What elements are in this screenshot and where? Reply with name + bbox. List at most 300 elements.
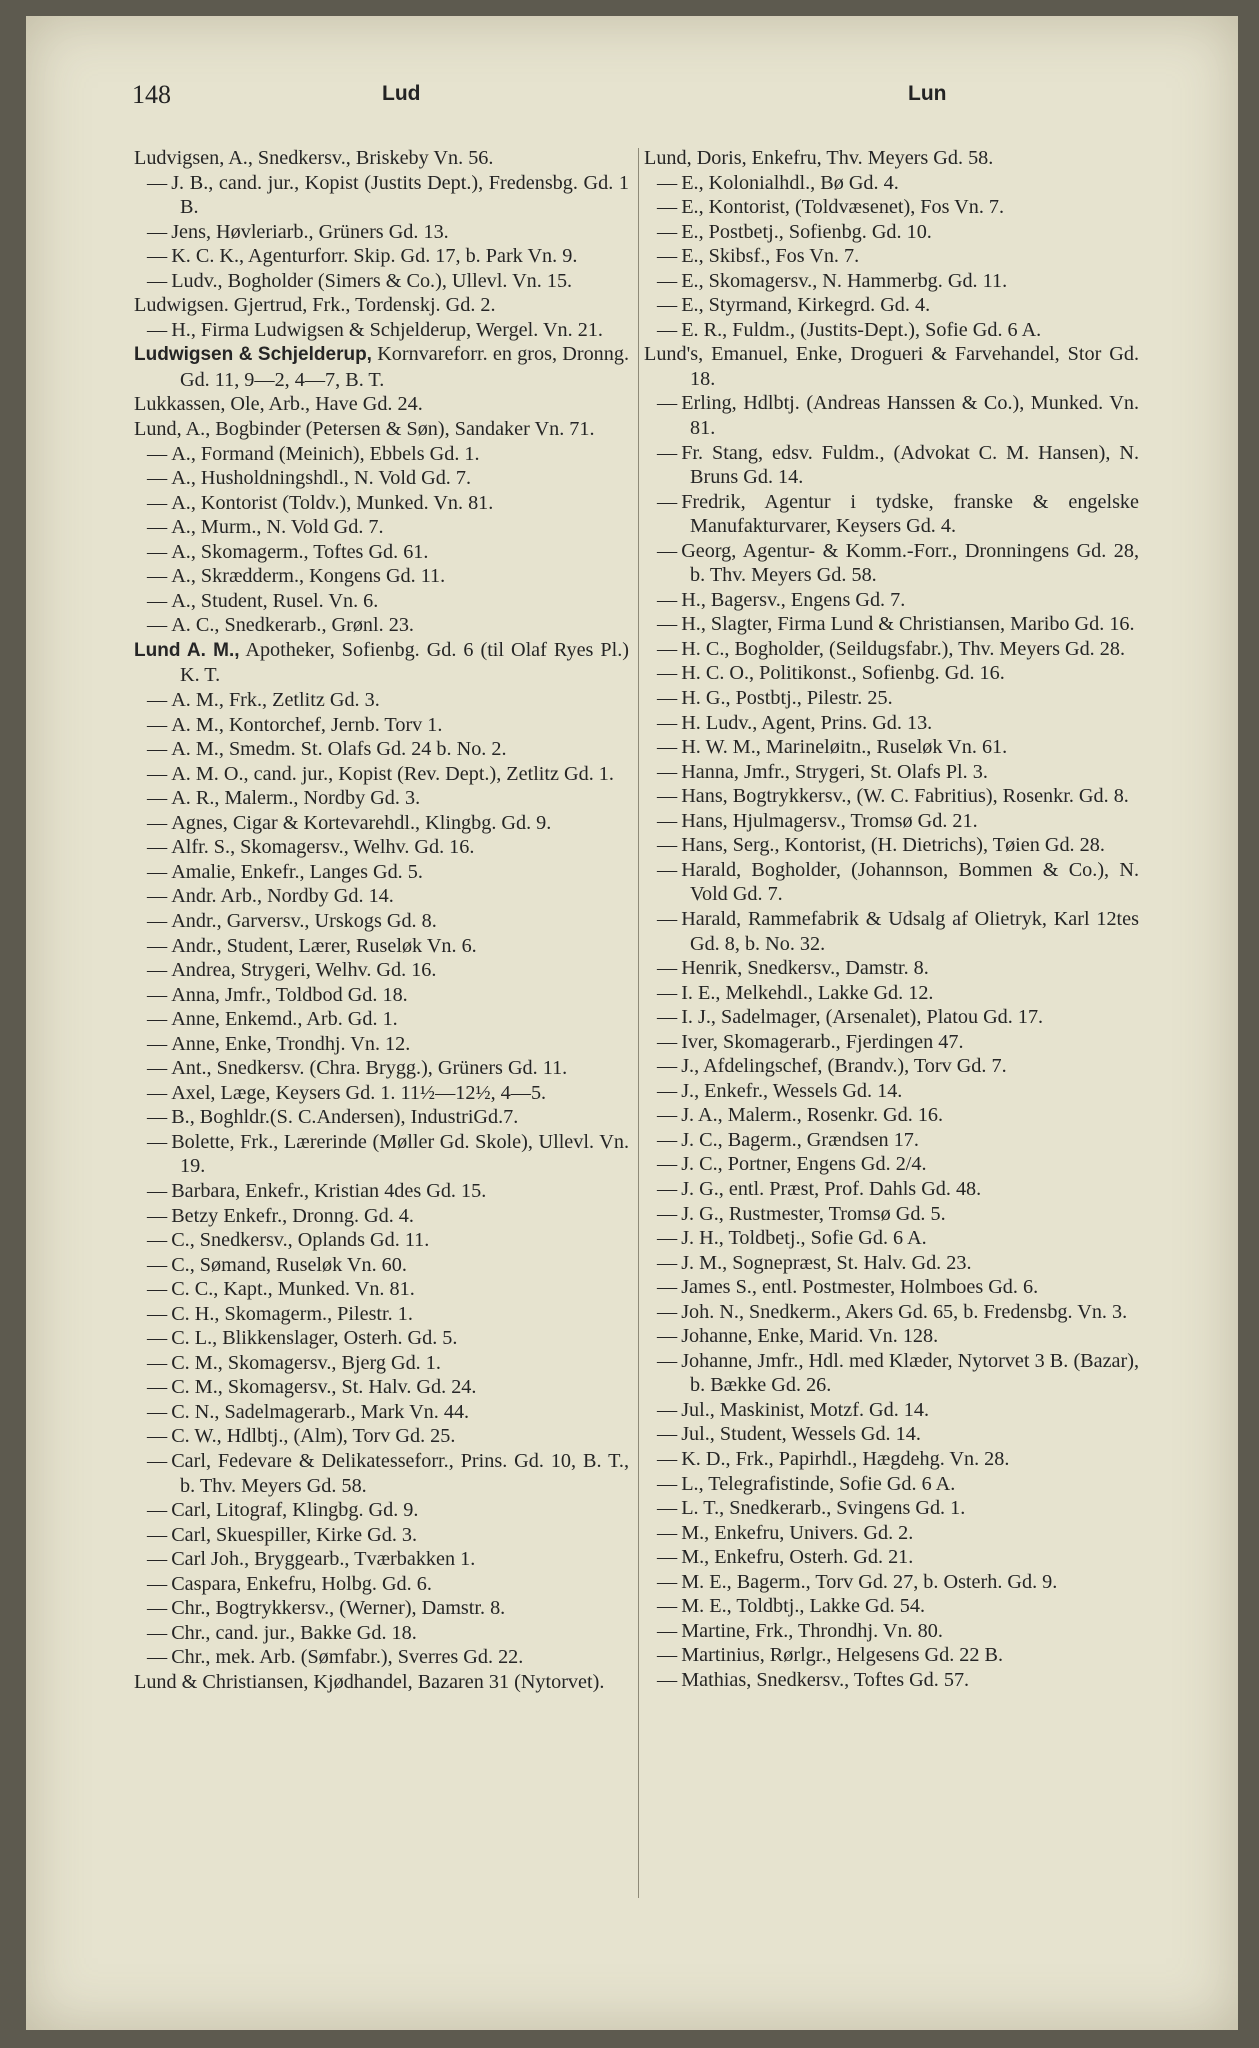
ditto-dash: — <box>657 981 678 1004</box>
directory-entry <box>134 1228 629 1253</box>
directory-entry <box>134 515 629 540</box>
ditto-dash: — <box>657 269 678 292</box>
entry-text: Mathias, Snedkersv., Toftes Gd. 57. <box>681 1668 970 1691</box>
entry-text: J. H., Toldbetj., Sofie Gd. 6 A. <box>681 1227 927 1250</box>
directory-entry <box>134 613 629 638</box>
directory-entry <box>134 417 629 442</box>
directory-entry <box>134 1056 629 1081</box>
entry-text: A. M. O., cand. jur., Kopist (Rev. Dept.), Zetlitz Gd. 1. <box>171 762 614 785</box>
directory-entry <box>134 1547 629 1572</box>
entry-text: H., Bagersv., Engens Gd. 7. <box>681 588 906 611</box>
entry-text: H., Firma Ludwigsen & Schjelderup, Wergel. Vn. 21. <box>171 318 603 341</box>
entry-text: E., Kontorist, (Toldvæsenet), Fos Vn. 7. <box>681 196 1005 219</box>
directory-entry <box>644 171 1139 196</box>
entry-text: C. L., Blikkenslager, Osterh. Gd. 5. <box>171 1327 458 1350</box>
entry-text: E., Kolonialhdl., Bø Gd. 4. <box>681 171 899 194</box>
ditto-dash: — <box>657 1644 678 1667</box>
ditto-dash: — <box>657 957 678 980</box>
ditto-dash: — <box>657 1153 678 1176</box>
directory-entry <box>134 762 629 787</box>
directory-entry <box>134 638 629 688</box>
directory-entry <box>134 1179 629 1204</box>
directory-entry <box>134 835 629 860</box>
ditto-dash: — <box>147 1621 168 1644</box>
entry-text: Anna, Jmfr., Toldbod Gd. 18. <box>171 983 408 1006</box>
ditto-dash: — <box>657 1030 678 1053</box>
directory-entry <box>644 441 1139 490</box>
entry-text: I. E., Melkehdl., Lakke Gd. 12. <box>681 981 934 1004</box>
entry-text: Axel, Læge, Keysers Gd. 1. 11½—12½, 4—5. <box>171 1081 547 1104</box>
ditto-dash: — <box>147 811 168 834</box>
ditto-dash: — <box>657 294 678 317</box>
page-number: 148 <box>132 80 171 109</box>
ditto-dash: — <box>657 1079 678 1102</box>
directory-entry <box>644 1275 1139 1300</box>
entry-text: Chr., mek. Arb. (Sømfabr.), Sverres Gd. 22. <box>171 1646 524 1669</box>
directory-entry <box>644 1398 1139 1423</box>
ditto-dash: — <box>147 1597 168 1620</box>
entry-text: Carl, Skuespiller, Kirke Gd. 3. <box>171 1523 418 1546</box>
ditto-dash: — <box>147 787 168 810</box>
entry-text: Betzy Enkefr., Dronng. Gd. 4. <box>171 1204 414 1227</box>
ditto-dash: — <box>657 637 678 660</box>
entry-text: B., Boghldr.(S. C.Andersen), IndustriGd.7. <box>171 1106 519 1129</box>
directory-entry <box>134 466 629 491</box>
entry-text: H. G., Postbtj., Pilestr. 25. <box>681 687 893 710</box>
entry-text: Chr., cand. jur., Bakke Gd. 18. <box>171 1621 417 1644</box>
ditto-dash: — <box>147 1253 168 1276</box>
entry-text: J., Enkefr., Wessels Gd. 14. <box>681 1079 903 1102</box>
directory-entry <box>644 1496 1139 1521</box>
ditto-dash: — <box>147 245 168 268</box>
directory-entry <box>134 1081 629 1106</box>
ditto-dash: — <box>657 490 678 513</box>
entry-text: Lund's, Emanuel, Enke, Drogueri & Farvehandel, Stor Gd. 18. <box>644 343 1139 390</box>
entry-text: A. M., Frk., Zetlitz Gd. 3. <box>171 689 380 712</box>
ditto-dash: — <box>147 491 168 514</box>
entry-text: J. G., Rustmester, Tromsø Gd. 5. <box>681 1202 946 1225</box>
directory-entry <box>644 809 1139 834</box>
entry-text: Anne, Enkemd., Arb. Gd. 1. <box>171 1008 398 1031</box>
entry-text: M. E., Bagerm., Torv Gd. 27, b. Osterh. Gd. 9. <box>681 1570 1058 1593</box>
directory-entry <box>644 588 1139 613</box>
entry-text: C., Snedkersv., Oplands Gd. 11. <box>171 1229 430 1252</box>
entry-text: Harald, Rammefabrik & Udsalg af Olietryk, Karl 12tes Gd. 8, b. No. 32. <box>681 907 1139 955</box>
ditto-dash: — <box>147 171 168 194</box>
directory-entry <box>644 956 1139 981</box>
directory-entry <box>134 1572 629 1597</box>
directory-entry <box>134 786 629 811</box>
directory-entry <box>644 711 1139 736</box>
entry-text: C. C., Kapt., Munked. Vn. 81. <box>171 1278 415 1301</box>
ditto-dash: — <box>147 1572 168 1595</box>
entry-text: Fr. Stang, edsv. Fuldm., (Advokat C. M. Hansen), N. Bruns Gd. 14. <box>681 441 1139 489</box>
directory-entry <box>644 342 1139 391</box>
ditto-dash: — <box>147 1499 168 1522</box>
directory-entry <box>134 269 629 294</box>
entry-text: Ludv., Bogholder (Simers & Co.), Ullevl. Vn. 15. <box>171 269 573 292</box>
entry-text: Hans, Bogtrykkersv., (W. C. Fabritius), Rosenkr. Gd. 8. <box>681 785 1129 808</box>
directory-entry <box>134 293 629 318</box>
entry-text: A., Formand (Meinich), Ebbels Gd. 1. <box>171 442 480 465</box>
ditto-dash: — <box>147 1376 168 1399</box>
directory-entry <box>644 1202 1139 1227</box>
directory-entry <box>134 1253 629 1278</box>
ditto-dash: — <box>657 1423 678 1446</box>
entry-text: Lund, Doris, Enkefru, Thv. Meyers Gd. 58. <box>644 147 994 169</box>
ditto-dash: — <box>147 1008 168 1031</box>
entry-text: Agnes, Cigar & Kortevarehdl., Klingbg. Gd. 9. <box>171 811 552 834</box>
directory-entry <box>134 860 629 885</box>
ditto-dash: — <box>657 1227 678 1250</box>
directory-entry <box>134 884 629 909</box>
ditto-dash: — <box>147 689 168 712</box>
firm-name: Lund A. M., <box>134 639 240 661</box>
entry-text: I. J., Sadelmager, (Arsenalet), Platou Gd. 17. <box>681 1006 1044 1029</box>
directory-entry <box>134 1596 629 1621</box>
ditto-dash: — <box>147 836 168 859</box>
ditto-dash: — <box>147 269 168 292</box>
directory-entry <box>644 735 1139 760</box>
ditto-dash: — <box>147 318 168 341</box>
directory-entry <box>644 1030 1139 1055</box>
directory-entry <box>644 1422 1139 1447</box>
ditto-dash: — <box>147 1229 168 1252</box>
entry-text: Johanne, Enke, Marid. Vn. 128. <box>681 1325 939 1348</box>
entry-text: Andrea, Strygeri, Welhv. Gd. 16. <box>171 959 437 982</box>
ditto-dash: — <box>657 245 678 268</box>
ditto-dash: — <box>657 1300 678 1323</box>
ditto-dash: — <box>147 1523 168 1546</box>
entry-text: Hans, Hjulmagersv., Tromsø Gd. 21. <box>681 809 978 832</box>
directory-entry <box>644 1005 1139 1030</box>
ditto-dash: — <box>147 1106 168 1129</box>
entry-text: J. M., Sognepræst, St. Halv. Gd. 23. <box>681 1251 972 1274</box>
running-head-left: Lud <box>382 82 421 105</box>
entry-text: E. R., Fuldm., (Justits-Dept.), Sofie Gd. 6 A. <box>681 318 1042 341</box>
entry-text: H. C. O., Politikonst., Sofienbg. Gd. 16. <box>681 662 1005 685</box>
ditto-dash: — <box>147 959 168 982</box>
ditto-dash: — <box>657 858 678 881</box>
directory-entry <box>644 1103 1139 1128</box>
directory-entry <box>644 1545 1139 1570</box>
entry-text: Erling, Hdlbtj. (Andreas Hanssen & Co.), Munked. Vn. 81. <box>681 392 1139 440</box>
entry-text: E., Skibsf., Fos Vn. 7. <box>681 245 860 268</box>
directory-entry <box>134 688 629 713</box>
entry-text: Andr., Garversv., Urskogs Gd. 8. <box>171 909 437 932</box>
entry-text: Lund & Christiansen, Kjødhandel, Bazaren 31 (Nytorvet). <box>134 1670 605 1693</box>
ditto-dash: — <box>657 809 678 832</box>
directory-entry <box>134 1645 629 1670</box>
column-divider <box>638 148 639 1898</box>
ditto-dash: — <box>147 1400 168 1423</box>
directory-entry <box>644 490 1139 539</box>
directory-entry <box>644 907 1139 956</box>
directory-entry <box>134 1670 629 1695</box>
directory-entry <box>644 195 1139 220</box>
entry-text: Harald, Bogholder, (Johannson, Bommen & Co.), N. Vold Gd. 7. <box>681 858 1139 906</box>
entry-text: C. N., Sadelmagerarb., Mark Vn. 44. <box>171 1400 470 1423</box>
directory-entry <box>644 146 1139 171</box>
entry-text: Fredrik, Agentur i tydske, franske & engelske Manufakturvarer, Keysers Gd. 4. <box>681 490 1139 538</box>
ditto-dash: — <box>657 1497 678 1520</box>
entry-text: Ludvigsen, A., Snedkersv., Briskeby Vn. 56. <box>134 147 494 169</box>
directory-entry <box>644 220 1139 245</box>
ditto-dash: — <box>147 1130 168 1153</box>
directory-entry <box>134 909 629 934</box>
entry-text: H. Ludv., Agent, Prins. Gd. 13. <box>681 711 933 734</box>
directory-entry <box>134 1204 629 1229</box>
directory-entry <box>134 1449 629 1498</box>
directory-entry <box>134 1621 629 1646</box>
ditto-dash: — <box>657 760 678 783</box>
directory-entry <box>644 391 1139 440</box>
entry-text: K. D., Frk., Papirhdl., Hægdehg. Vn. 28. <box>681 1447 1010 1470</box>
entry-text: E., Postbetj., Sofienbg. Gd. 10. <box>681 220 932 243</box>
entry-text: Iver, Skomagerarb., Fjerdingen 47. <box>681 1030 964 1053</box>
ditto-dash: — <box>657 1251 678 1274</box>
entry-text: H. C., Bogholder, (Seildugsfabr.), Thv. Meyers Gd. 28. <box>681 637 1126 660</box>
directory-entry <box>134 983 629 1008</box>
entry-text: Jens, Høvleriarb., Grüners Gd. 13. <box>171 220 449 243</box>
entry-text: Carl, Litograf, Klingbg. Gd. 9. <box>171 1499 419 1522</box>
entry-text: C. H., Skomagerm., Pilestr. 1. <box>171 1302 413 1325</box>
ditto-dash: — <box>657 1177 678 1200</box>
directory-entry <box>134 1523 629 1548</box>
entry-text: M. E., Toldbtj., Lakke Gd. 54. <box>681 1595 925 1618</box>
entry-text: M., Enkefru, Osterh. Gd. 21. <box>681 1546 914 1569</box>
ditto-dash: — <box>657 220 678 243</box>
directory-entry <box>134 1326 629 1351</box>
directory-entry <box>644 1447 1139 1472</box>
ditto-dash: — <box>147 540 168 563</box>
ditto-dash: — <box>147 516 168 539</box>
ditto-dash: — <box>657 1276 678 1299</box>
entry-text: A. R., Malerm., Nordby Gd. 3. <box>171 787 421 810</box>
ditto-dash: — <box>147 1302 168 1325</box>
ditto-dash: — <box>147 1081 168 1104</box>
entry-text: Joh. N., Snedkerm., Akers Gd. 65, b. Fredensbg. Vn. 3. <box>681 1300 1128 1323</box>
ditto-dash: — <box>147 565 168 588</box>
directory-entry <box>644 760 1139 785</box>
ditto-dash: — <box>147 983 168 1006</box>
page-header <box>132 80 1132 120</box>
entry-text: C. M., Skomagersv., St. Halv. Gd. 24. <box>171 1376 477 1399</box>
entry-text: J. C., Portner, Engens Gd. 2/4. <box>681 1153 927 1176</box>
ditto-dash: — <box>657 196 678 219</box>
ditto-dash: — <box>657 441 678 464</box>
ditto-dash: — <box>657 711 678 734</box>
ditto-dash: — <box>147 442 168 465</box>
ditto-dash: — <box>147 860 168 883</box>
directory-entry <box>134 342 629 392</box>
entry-text: Bolette, Frk., Lærerinde (Møller Gd. Skole), Ullevl. Vn. 19. <box>171 1130 629 1178</box>
entry-text: Lund, A., Bogbinder (Petersen & Søn), Sandaker Vn. 71. <box>134 418 595 441</box>
directory-entry <box>644 1594 1139 1619</box>
ditto-dash: — <box>657 1055 678 1078</box>
entry-text: Kornvareforr. en gros, Dronng. Gd. 11, 9—2, 4—7, B. T. <box>180 343 629 391</box>
entry-text: L., Telegrafistinde, Sofie Gd. 6 A. <box>681 1472 956 1495</box>
directory-entry <box>644 269 1139 294</box>
entry-text: Anne, Enke, Trondhj. Vn. 12. <box>171 1032 411 1055</box>
ditto-dash: — <box>147 1548 168 1571</box>
entry-text: Carl, Fedevare & Delikatesseforr., Prins. Gd. 10, B. T., b. Thv. Meyers Gd. 58. <box>171 1449 629 1497</box>
entry-text: L. T., Snedkerarb., Svingens Gd. 1. <box>681 1497 966 1520</box>
entry-text: C. W., Hdlbtj., (Alm), Torv Gd. 25. <box>171 1425 456 1448</box>
directory-entry <box>644 784 1139 809</box>
entry-text: Lukkassen, Ole, Arb., Have Gd. 24. <box>134 393 423 416</box>
entry-text: A., Kontorist (Toldv.), Munked. Vn. 81. <box>171 491 494 514</box>
ditto-dash: — <box>147 909 168 932</box>
ditto-dash: — <box>657 1570 678 1593</box>
entry-text: Apotheker, Sofienbg. Gd. 6 (til Olaf Ryes Pl.) K. T. <box>180 638 629 687</box>
ditto-dash: — <box>657 1668 678 1691</box>
ditto-dash: — <box>657 588 678 611</box>
directory-entry <box>644 1472 1139 1497</box>
ditto-dash: — <box>147 885 168 908</box>
ditto-dash: — <box>147 713 168 736</box>
entry-text: Andr., Student, Lærer, Ruseløk Vn. 6. <box>171 934 477 957</box>
directory-entry <box>644 1619 1139 1644</box>
ditto-dash: — <box>147 589 168 612</box>
ditto-dash: — <box>147 1204 168 1227</box>
running-head-right: Lun <box>908 82 947 105</box>
entry-text: Johanne, Jmfr., Hdl. med Klæder, Nytorvet 3 B. (Bazar), b. Bække Gd. 26. <box>681 1349 1139 1397</box>
directory-entry <box>134 564 629 589</box>
ditto-dash: — <box>657 392 678 415</box>
ditto-dash: — <box>657 662 678 685</box>
directory-entry <box>644 833 1139 858</box>
entry-text: Barbara, Enkefr., Kristian 4des Gd. 15. <box>171 1179 487 1202</box>
ditto-dash: — <box>657 736 678 759</box>
directory-entry <box>644 1128 1139 1153</box>
directory-entry <box>134 737 629 762</box>
ditto-dash: — <box>657 687 678 710</box>
directory-entry <box>644 1054 1139 1079</box>
firm-name: Ludwigsen & Schjelderup, <box>134 344 372 366</box>
ditto-dash: — <box>657 1006 678 1029</box>
directory-entry <box>134 811 629 836</box>
ditto-dash: — <box>657 1595 678 1618</box>
ditto-dash: — <box>657 1128 678 1151</box>
ditto-dash: — <box>657 171 678 194</box>
right-column <box>644 146 1139 1692</box>
entry-text: Martine, Frk., Throndhj. Vn. 80. <box>681 1619 943 1642</box>
ditto-dash: — <box>657 1619 678 1642</box>
directory-entry <box>644 1668 1139 1693</box>
entry-text: M., Enkefru, Univers. Gd. 2. <box>681 1521 914 1544</box>
ditto-dash: — <box>657 1521 678 1544</box>
entry-text: A. M., Kontorchef, Jernb. Torv 1. <box>171 713 443 736</box>
ditto-dash: — <box>147 762 168 785</box>
directory-entry <box>134 1007 629 1032</box>
entry-text: A. M., Smedm. St. Olafs Gd. 24 b. No. 2. <box>171 738 507 761</box>
entry-text: Jul., Student, Wessels Gd. 14. <box>681 1423 921 1446</box>
directory-entry <box>134 442 629 467</box>
entry-text: J. A., Malerm., Rosenkr. Gd. 16. <box>681 1104 944 1127</box>
directory-entry <box>644 981 1139 1006</box>
directory-entry <box>644 1251 1139 1276</box>
directory-entry <box>134 1351 629 1376</box>
directory-entry <box>134 1302 629 1327</box>
ditto-dash: — <box>657 1202 678 1225</box>
directory-entry <box>134 958 629 983</box>
entry-text: E., Skomagersv., N. Hammerbg. Gd. 11. <box>681 269 1008 292</box>
directory-entry <box>644 686 1139 711</box>
entry-text: Hans, Serg., Kontorist, (H. Dietrichs), Tøien Gd. 28. <box>681 834 1105 857</box>
entry-text: J., Afdelingschef, (Brandv.), Torv Gd. 7. <box>681 1055 1007 1078</box>
directory-entry <box>644 1570 1139 1595</box>
ditto-dash: — <box>147 614 168 637</box>
directory-entry <box>644 1079 1139 1104</box>
directory-entry <box>644 1300 1139 1325</box>
entry-text: J. G., entl. Præst, Prof. Dahls Gd. 48. <box>681 1177 982 1200</box>
ditto-dash: — <box>657 1104 678 1127</box>
ditto-dash: — <box>147 934 168 957</box>
entry-text: Chr., Bogtrykkersv., (Werner), Damstr. 8. <box>171 1597 506 1620</box>
ditto-dash: — <box>657 1398 678 1421</box>
entry-text: H. W. M., Marineløitn., Ruseløk Vn. 61. <box>681 736 1008 759</box>
directory-entry <box>134 392 629 417</box>
ditto-dash: — <box>147 1032 168 1055</box>
directory-entry <box>134 1400 629 1425</box>
entry-text: E., Styrmand, Kirkegrd. Gd. 4. <box>681 294 931 317</box>
directory-entry <box>644 1226 1139 1251</box>
directory-entry <box>644 244 1139 269</box>
directory-entry <box>134 540 629 565</box>
entry-text: Alfr. S., Skomagersv., Welhv. Gd. 16. <box>171 836 475 859</box>
directory-entry <box>644 293 1139 318</box>
entry-text: Henrik, Snedkersv., Damstr. 8. <box>681 957 929 980</box>
entry-text: A., Student, Rusel. Vn. 6. <box>171 589 379 612</box>
directory-entry <box>134 318 629 343</box>
directory-entry <box>134 146 629 171</box>
ditto-dash: — <box>147 220 168 243</box>
entry-text: A. C., Snedkerarb., Grønl. 23. <box>171 614 414 637</box>
entry-text: A., Skomagerm., Toftes Gd. 61. <box>171 540 429 563</box>
entry-text: Martinius, Rørlgr., Helgesens Gd. 22 B. <box>681 1644 1004 1667</box>
ditto-dash: — <box>657 1472 678 1495</box>
ditto-dash: — <box>147 1425 168 1448</box>
directory-entry <box>644 1521 1139 1546</box>
entry-text: H., Slagter, Firma Lund & Christiansen, Maribo Gd. 16. <box>681 613 1135 636</box>
directory-entry <box>644 1152 1139 1177</box>
directory-entry <box>134 1130 629 1179</box>
ditto-dash: — <box>147 738 168 761</box>
entry-text: A., Skrædderm., Kongens Gd. 11. <box>171 565 446 588</box>
ditto-dash: — <box>657 785 678 808</box>
directory-entry <box>644 1324 1139 1349</box>
entry-text: Amalie, Enkefr., Langes Gd. 5. <box>171 860 423 883</box>
entry-text: Jul., Maskinist, Motzf. Gd. 14. <box>681 1398 930 1421</box>
entry-text: Carl Joh., Bryggearb., Tværbakken 1. <box>171 1548 476 1571</box>
ditto-dash: — <box>147 1057 168 1080</box>
directory-entry <box>134 713 629 738</box>
left-column <box>134 146 629 1694</box>
directory-entry <box>134 171 629 220</box>
entry-text: C., Sømand, Ruseløk Vn. 60. <box>171 1253 407 1276</box>
entry-text: Caspara, Enkefru, Holbg. Gd. 6. <box>171 1572 432 1595</box>
entry-text: J. B., cand. jur., Kopist (Justits Dept.), Fredensbg. Gd. 1 B. <box>171 171 629 219</box>
directory-entry <box>644 612 1139 637</box>
directory-entry <box>134 220 629 245</box>
ditto-dash: — <box>657 1447 678 1470</box>
directory-entry <box>644 539 1139 588</box>
directory-entry <box>644 1349 1139 1398</box>
entry-text: James S., entl. Postmester, Holmboes Gd. 6. <box>681 1276 1039 1299</box>
directory-entry <box>644 858 1139 907</box>
ditto-dash: — <box>147 1646 168 1669</box>
